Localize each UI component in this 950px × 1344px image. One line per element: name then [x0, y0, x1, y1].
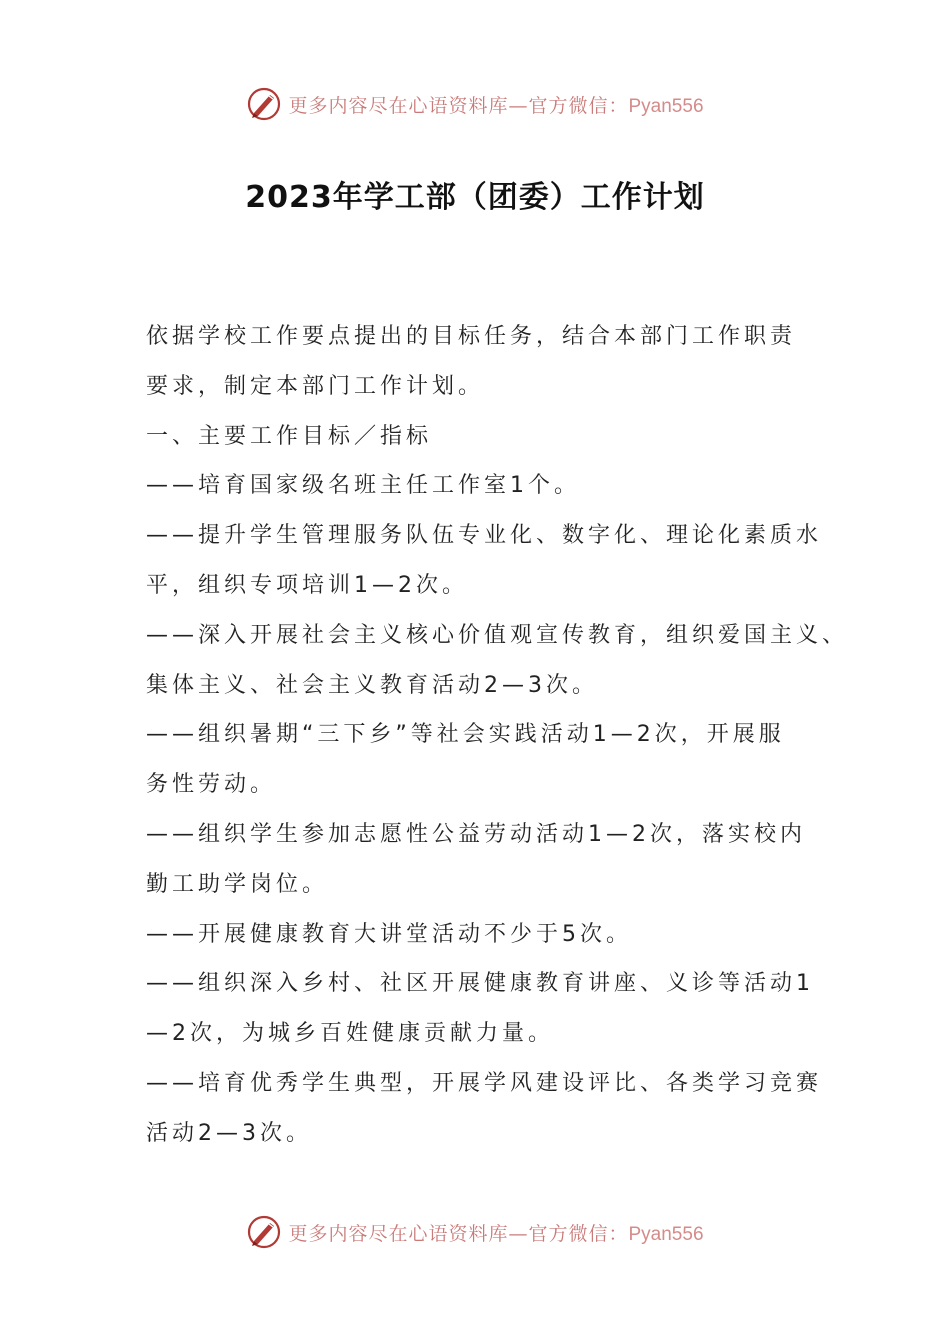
body-line: ——培育优秀学生典型，开展学风建设评比、各类学习竞赛: [146, 1070, 823, 1096]
watermark-footer: [0, 1212, 950, 1252]
body-line: ——开展健康教育大讲堂活动不少于5次。: [146, 921, 632, 947]
body-line: ——组织深入乡村、社区开展健康教育讲座、义诊等活动1: [146, 971, 814, 997]
body-line: 依据学校工作要点提出的目标任务，结合本部门工作职责: [146, 324, 797, 349]
watermark-text: 更多内容尽在心语资料库—官方微信：Pyan556: [288, 1222, 704, 1245]
section-heading: 一、主要工作目标／指标: [146, 423, 433, 449]
watermark-id: Pyan556: [628, 1223, 704, 1245]
watermark-header: [0, 84, 950, 124]
body-line: 勤工助学岗位。: [146, 871, 329, 897]
body-line: 要求，制定本部门工作计划。: [146, 373, 485, 399]
body-line: ——提升学生管理服务队伍专业化、数字化、理论化素质水: [146, 523, 823, 549]
body-line: 活动2—3次。: [146, 1120, 312, 1146]
body-line: ——培育国家级名班主任工作室1个。: [146, 473, 580, 499]
pen-logo-icon: [246, 1214, 282, 1250]
body-line: —2次，为城乡百姓健康贡献力量。: [146, 1021, 554, 1047]
pen-logo-icon: [246, 86, 282, 122]
watermark-id: Pyan556: [628, 95, 704, 117]
body-line: ——深入开展社会主义核心价值观宣传教育，组织爱国主义、: [146, 622, 849, 648]
body-line: ——组织学生参加志愿性公益劳动活动1—2次，落实校内: [146, 821, 806, 847]
body-line: 务性劳动。: [146, 772, 277, 798]
watermark-text: 更多内容尽在心语资料库—官方微信：Pyan556: [288, 94, 704, 117]
body-line: ——组织暑期“三下乡”等社会实践活动1—2次，开展服: [146, 722, 785, 748]
body-line: 平，组织专项培训1—2次。: [146, 572, 468, 598]
document-body: [146, 312, 849, 1159]
document-title: 2023年学工部（团委）工作计划: [245, 180, 705, 215]
body-line: 集体主义、社会主义教育活动2—3次。: [146, 672, 598, 698]
